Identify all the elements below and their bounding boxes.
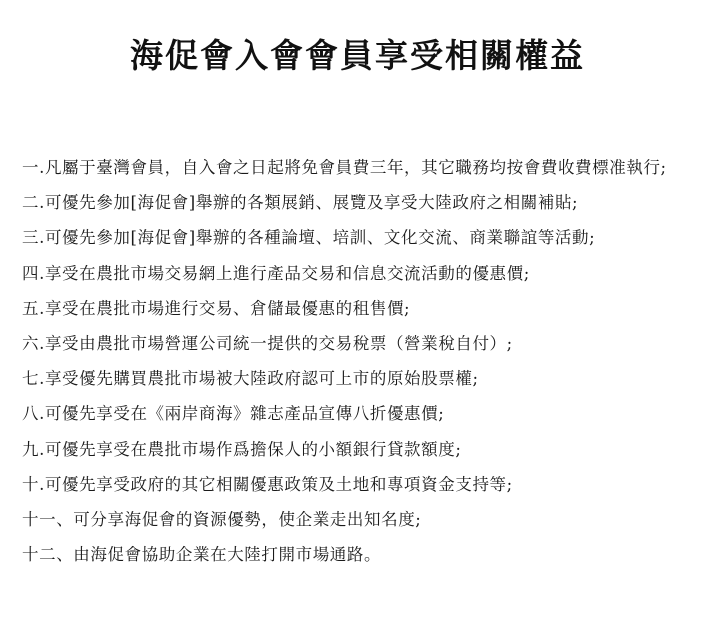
benefit-item-9: 九.可優先享受在農批市場作爲擔保人的小額銀行貸款額度; bbox=[22, 439, 462, 459]
benefit-item-7: 七.享受優先購買農批市場被大陸政府認可上市的原始股票權; bbox=[22, 369, 479, 389]
benefit-list bbox=[22, 150, 702, 572]
benefit-item-2: 二.可優先參加[海促會]舉辦的各類展銷、展覽及享受大陸政府之相關補貼; bbox=[22, 193, 579, 213]
benefit-item-10: 十.可優先享受政府的其它相關優惠政策及土地和專項資金支持等; bbox=[22, 474, 513, 494]
benefit-item-12: 十二、由海促會協助企業在大陸打開市場通路。 bbox=[22, 545, 382, 565]
benefit-item-5: 五.享受在農批市場進行交易、倉儲最優惠的租售價; bbox=[22, 298, 411, 318]
benefit-item-8: 八.可優先享受在《兩岸商海》雜志產品宣傳八折優惠價; bbox=[22, 404, 445, 424]
benefit-item-3: 三.可優先參加[海促會]舉辦的各種論壇、培訓、文化交流、商業聯誼等活動; bbox=[22, 228, 596, 248]
page-title: 海促會入會會員享受相關權益 bbox=[130, 36, 585, 76]
benefit-item-11: 十一、可分享海促會的資源優勢，使企業走出知名度; bbox=[22, 510, 422, 530]
benefit-item-4: 四.享受在農批市場交易網上進行產品交易和信息交流活動的優惠價; bbox=[22, 263, 530, 283]
benefit-item-6: 六.享受由農批市場營運公司統一提供的交易稅票（營業稅自付）; bbox=[22, 334, 513, 354]
benefit-item-1: 一.凡屬于臺灣會員，自入會之日起將免會員費三年，其它職務均按會費收費標准執行; bbox=[22, 158, 667, 177]
